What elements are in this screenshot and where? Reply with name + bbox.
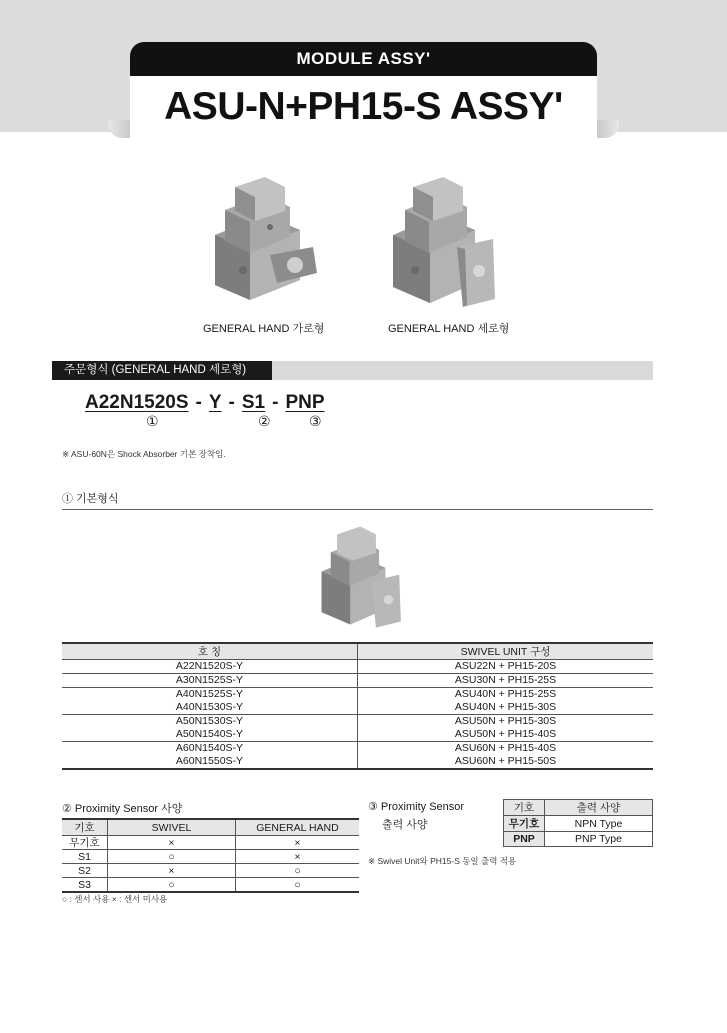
table-row (62, 660, 653, 674)
cell-general-hand: × (236, 836, 360, 850)
table-row (62, 836, 359, 850)
marker-1: ① (146, 414, 159, 430)
cell-symbol: S1 (62, 850, 108, 864)
table-row (62, 864, 359, 878)
figure-caption-horizontal: GENERAL HAND 가로형 (203, 323, 325, 335)
cell-name: A22N1520S-Y (62, 660, 358, 674)
figure-caption-vertical: GENERAL HAND 세로형 (388, 323, 510, 335)
table-row (504, 832, 653, 847)
cell-symbol: 무기호 (504, 816, 545, 832)
column-header-symbol: 기호 (504, 800, 545, 816)
order-code-part-2: Y (208, 392, 222, 413)
header-shadow-right (597, 120, 619, 138)
basic-type-heading: ① 기본형식 (62, 493, 119, 505)
column-header-output: 출력 사양 (545, 800, 653, 816)
table-row (62, 688, 653, 702)
cell-name: A30N1525S-Y (62, 674, 358, 688)
cell-general-hand: × (236, 850, 360, 864)
column-header-name: 호 칭 (62, 643, 358, 660)
table-row (62, 850, 359, 864)
cell-swivel: ○ (108, 850, 236, 864)
table-row (62, 701, 653, 715)
column-header-symbol: 기호 (62, 819, 108, 836)
column-header-swivel: SWIVEL (108, 819, 236, 836)
product-image-basic (315, 525, 405, 630)
order-code (85, 392, 325, 414)
cell-symbol: PNP (504, 832, 545, 847)
order-code-part-1: A22N1520S (85, 392, 189, 413)
cell-output: NPN Type (545, 816, 653, 832)
cell-name: A50N1530S-Y (62, 715, 358, 729)
cell-composition: ASU40N + PH15-30S (358, 701, 654, 715)
cell-composition: ASU40N + PH15-25S (454, 688, 557, 700)
output-table (503, 799, 653, 847)
output-heading-line2: 출력 사양 (382, 819, 428, 831)
table-row (62, 674, 653, 688)
table-row (62, 715, 653, 729)
table-row (62, 878, 359, 893)
cell-composition: ASU60N + PH15-50S (358, 755, 654, 769)
cell-composition: ASU22N + PH15-20S (358, 660, 654, 674)
column-header-composition: SWIVEL UNIT 구성 (358, 643, 654, 660)
order-note: ※ ASU-60N은 Shock Absorber 기본 장착임. (62, 449, 226, 459)
cell-swivel: × (108, 836, 236, 850)
output-heading-line1: ③ Proximity Sensor (368, 801, 465, 813)
cell-symbol: 무기호 (62, 836, 108, 850)
basic-type-table (62, 642, 653, 770)
cell-symbol: S2 (62, 864, 108, 878)
order-code-separator: - (228, 392, 235, 413)
sensor-legend: ○ : 센서 사용 × : 센서 미사용 (62, 894, 168, 904)
page-title: ASU-N+PH15-S ASSY' (130, 76, 597, 136)
order-code-separator: - (195, 392, 202, 413)
order-section-heading: 주문형식 (GENERAL HAND 세로형) (52, 361, 272, 380)
column-header-general-hand: GENERAL HAND (236, 819, 360, 836)
cell-composition: ASU30N + PH15-25S (358, 674, 654, 688)
cell-swivel: ○ (108, 878, 236, 893)
table-row (62, 755, 653, 769)
cell-general-hand: ○ (236, 878, 360, 893)
cell-name: A40N1530S-Y (62, 701, 358, 715)
order-code-part-4: PNP (285, 392, 325, 413)
cell-composition: ASU50N + PH15-40S (358, 728, 654, 742)
table-row (62, 728, 653, 742)
table-row (62, 742, 653, 756)
output-note: ※ Swivel Unit와 PH15-S 동일 출력 적용 (368, 856, 517, 866)
marker-2: ② (258, 414, 271, 430)
category-label: MODULE ASSY' (130, 42, 597, 76)
cell-general-hand: ○ (236, 864, 360, 878)
cell-name: A60N1550S-Y (62, 755, 358, 769)
header-shadow-left (108, 120, 130, 138)
cell-name: A60N1540S-Y (62, 742, 358, 756)
cell-name: A50N1540S-Y (62, 728, 358, 742)
cell-name: A40N1525S-Y (62, 688, 358, 702)
cell-composition: ASU60N + PH15-40S (454, 742, 557, 754)
cell-symbol: S3 (62, 878, 108, 893)
divider (62, 509, 653, 510)
cell-output: PNP Type (545, 832, 653, 847)
order-code-separator: - (272, 392, 279, 413)
sensor-table (62, 818, 359, 893)
order-code-part-3: S1 (241, 392, 266, 413)
product-image-vertical (385, 175, 500, 310)
marker-3: ③ (309, 414, 322, 430)
product-image-horizontal (195, 175, 325, 305)
sensor-heading: ② Proximity Sensor 사양 (62, 803, 183, 815)
table-row (504, 816, 653, 832)
cell-composition: ASU50N + PH15-30S (454, 715, 557, 727)
cell-swivel: × (108, 864, 236, 878)
